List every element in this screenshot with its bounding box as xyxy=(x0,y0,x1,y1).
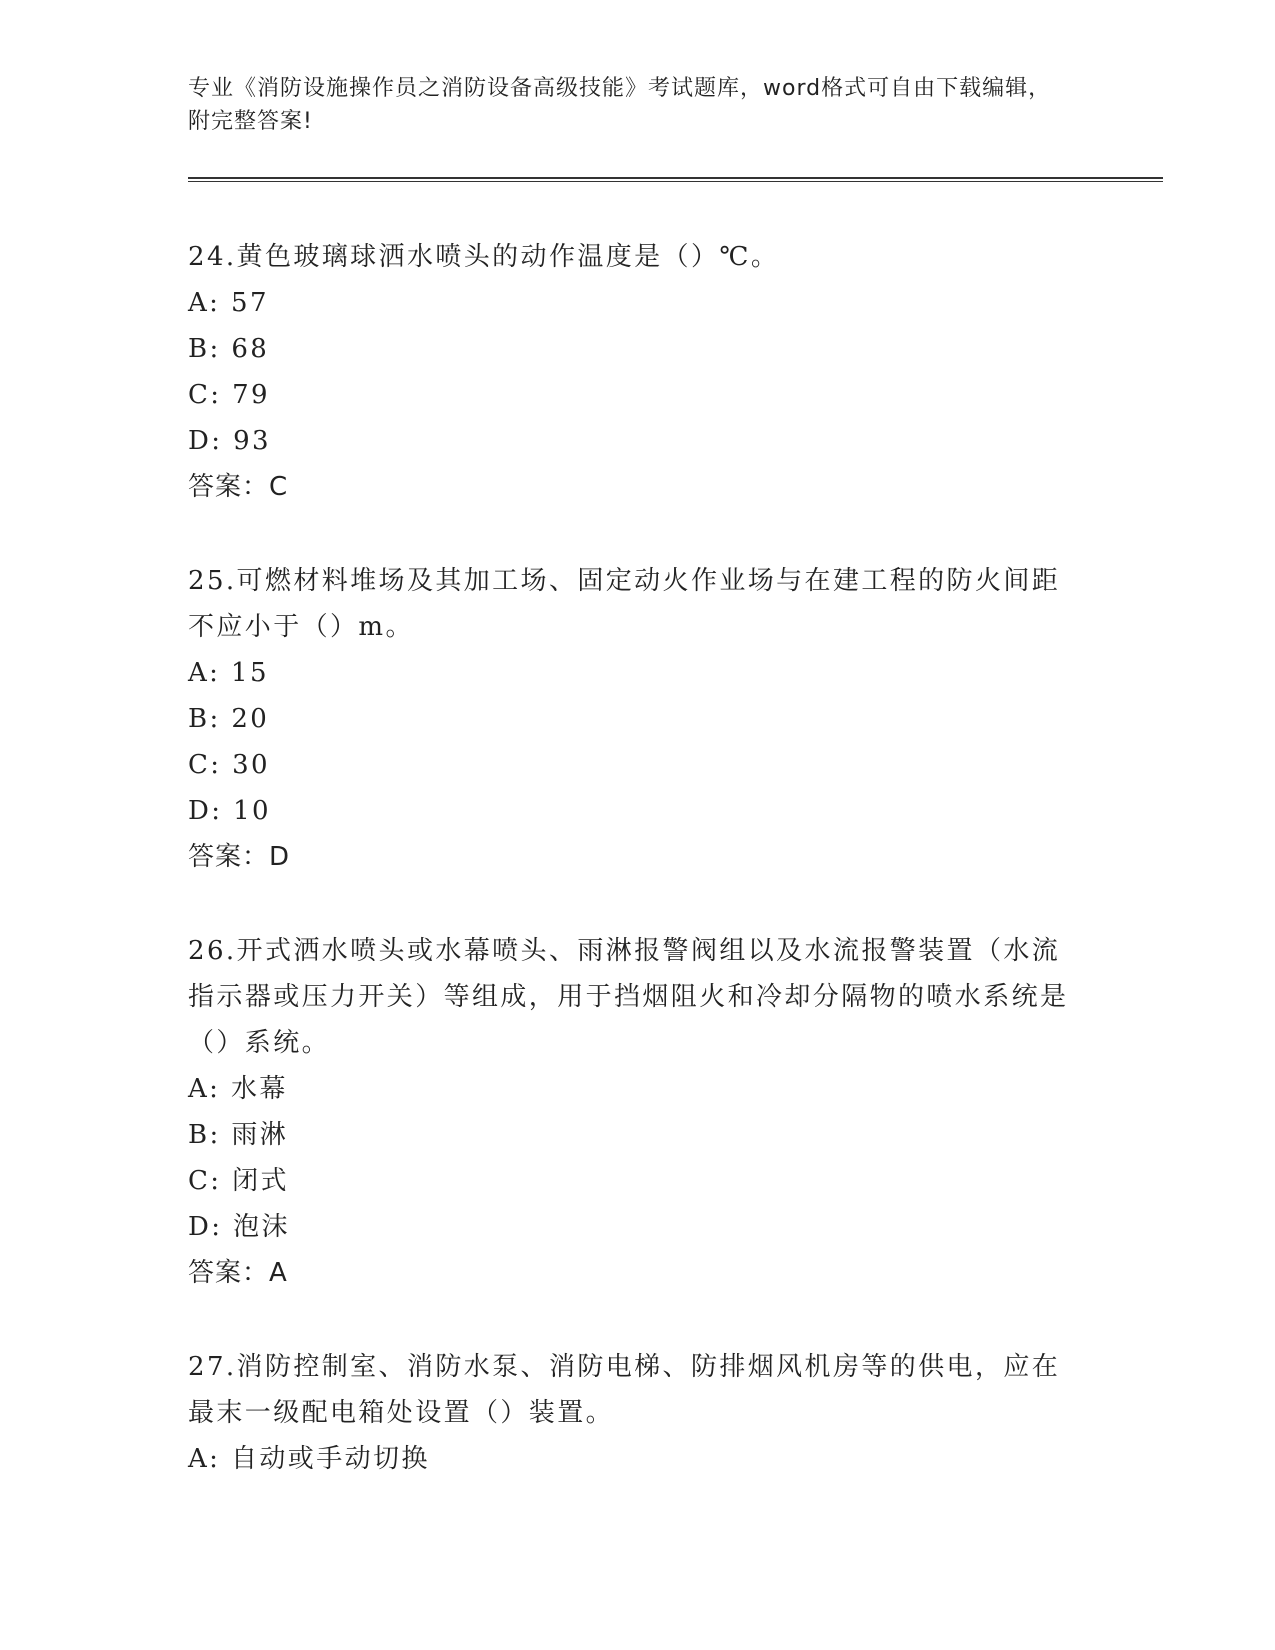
question-list xyxy=(188,234,1088,1530)
option-d: D: 泡沫 xyxy=(188,1212,290,1242)
answer-line: 答案：D xyxy=(188,842,291,872)
option-c: C: 30 xyxy=(188,750,271,780)
answer-line: 答案：A xyxy=(188,1258,288,1288)
question-25 xyxy=(188,558,1088,880)
option-b: B: 雨淋 xyxy=(188,1120,289,1150)
option-a: A: 57 xyxy=(188,288,269,318)
question-24 xyxy=(188,234,1088,510)
option-b: B: 68 xyxy=(188,334,270,364)
option-c: C: 79 xyxy=(188,380,271,410)
question-stem: 25.可燃材料堆场及其加工场、固定动火作业场与在建工程的防火间距不应小于（）m。 xyxy=(188,566,1061,642)
option-a: A: 自动或手动切换 xyxy=(188,1444,430,1474)
document-header: 专业《消防设施操作员之消防设备高级技能》考试题库，word格式可自由下载编辑，附完整答案! xyxy=(188,76,1052,134)
question-stem: 24.黄色玻璃球洒水喷头的动作温度是（）℃。 xyxy=(188,242,780,272)
option-d: D: 10 xyxy=(188,796,271,826)
option-d: D: 93 xyxy=(188,426,271,456)
option-a: A: 15 xyxy=(188,658,269,688)
answer-line: 答案：C xyxy=(188,472,289,502)
option-c: C: 闭式 xyxy=(188,1166,289,1196)
question-stem: 26.开式洒水喷头或水幕喷头、雨淋报警阀组以及水流报警装置（水流指示器或压力开关）等组成，用于挡烟阻火和冷却分隔物的喷水系统是（）系统。 xyxy=(188,936,1069,1058)
header-divider xyxy=(188,177,1163,182)
question-27 xyxy=(188,1344,1088,1482)
option-b: B: 20 xyxy=(188,704,270,734)
question-26 xyxy=(188,928,1088,1296)
question-stem: 27.消防控制室、消防水泵、消防电梯、防排烟风机房等的供电，应在最末一级配电箱处设置（）装置。 xyxy=(188,1352,1061,1428)
option-a: A: 水幕 xyxy=(188,1074,288,1104)
